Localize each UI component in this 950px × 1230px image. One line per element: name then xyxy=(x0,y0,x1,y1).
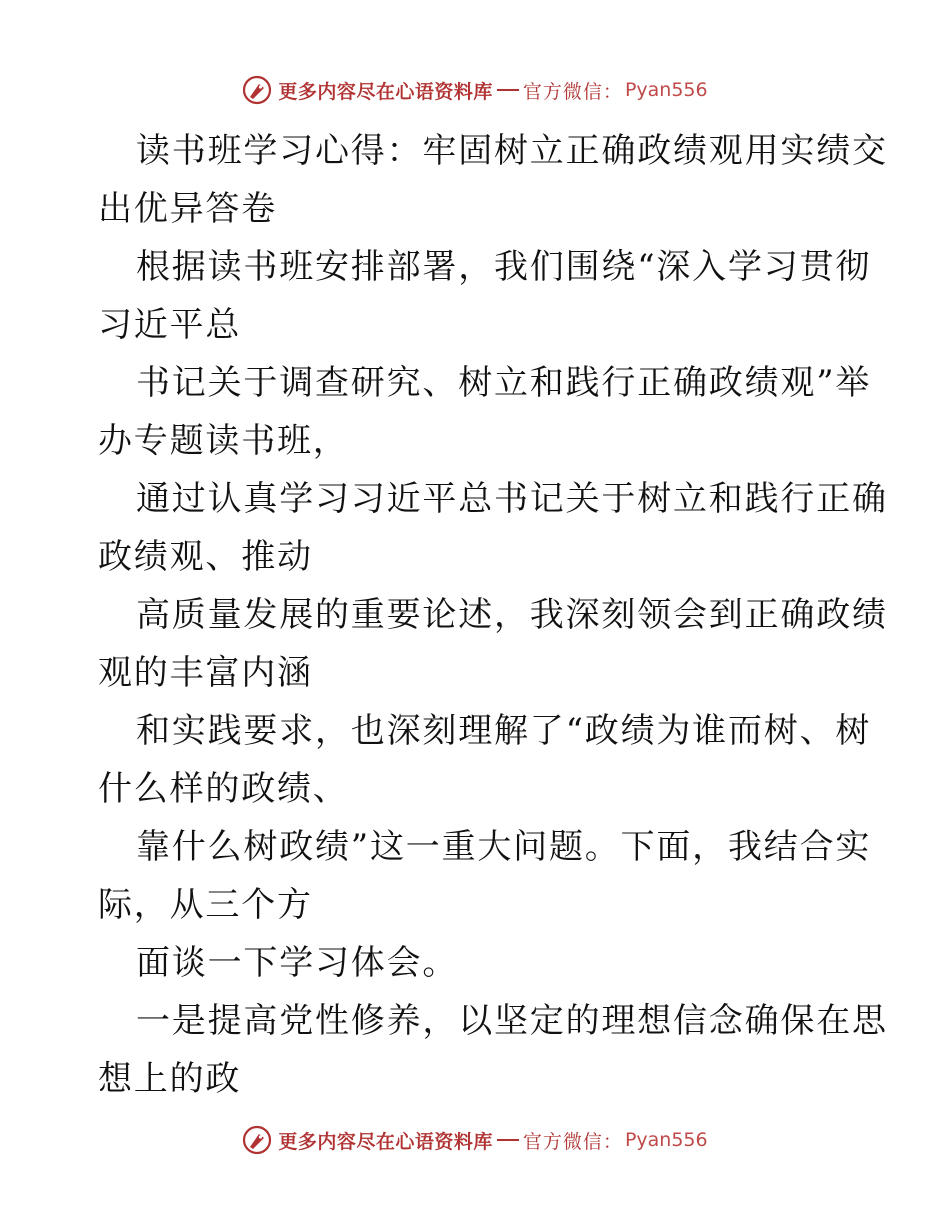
text-line: 观的丰富内涵 xyxy=(98,653,313,693)
text-line: 办专题读书班， xyxy=(98,421,349,461)
text-line: 书记关于调查研究、树立和践行正确政绩观”举 xyxy=(136,363,872,403)
text-line: 靠什么树政绩”这一重大问题。下面，我结合实 xyxy=(136,827,872,867)
text-line: 通过认真学习习近平总书记关于树立和践行正确 xyxy=(136,479,888,519)
watermark-dash xyxy=(497,1139,519,1141)
watermark-site-text: 更多内容尽在心语资料库 xyxy=(278,80,493,103)
watermark-wechat-label: 官方微信： xyxy=(522,1130,623,1153)
text-line: 际，从三个方 xyxy=(98,885,313,925)
document-body xyxy=(98,122,888,1108)
text-line: 习近平总 xyxy=(98,305,242,345)
text-line: 面谈一下学习体会。 xyxy=(136,943,459,983)
text-line: 和实践要求，也深刻理解了“政绩为谁而树、树 xyxy=(136,711,872,751)
text-line: 读书班学习心得：牢固树立正确政绩观用实绩交 xyxy=(136,131,888,171)
text-line: 什么样的政绩、 xyxy=(98,769,349,809)
text-line: 出优异答卷 xyxy=(98,189,277,229)
text-line: 高质量发展的重要论述，我深刻领会到正确政绩 xyxy=(136,595,888,635)
header-watermark xyxy=(0,70,950,110)
pen-nib-circle-icon xyxy=(242,75,272,105)
watermark-wechat-label: 官方微信： xyxy=(522,80,623,103)
pen-nib-circle-icon xyxy=(242,1125,272,1155)
watermark-wechat-id: Pyan556 xyxy=(624,1129,708,1151)
watermark-site-text: 更多内容尽在心语资料库 xyxy=(278,1130,493,1153)
watermark-dash xyxy=(497,89,519,91)
text-line: 想上的政 xyxy=(98,1059,242,1099)
watermark-wechat-id: Pyan556 xyxy=(624,79,708,101)
text-line: 根据读书班安排部署，我们围绕“深入学习贯彻 xyxy=(136,247,872,287)
text-line: 政绩观、推动 xyxy=(98,537,313,577)
text-line: 一是提高党性修养，以坚定的理想信念确保在思 xyxy=(136,1001,888,1041)
footer-watermark xyxy=(0,1120,950,1160)
